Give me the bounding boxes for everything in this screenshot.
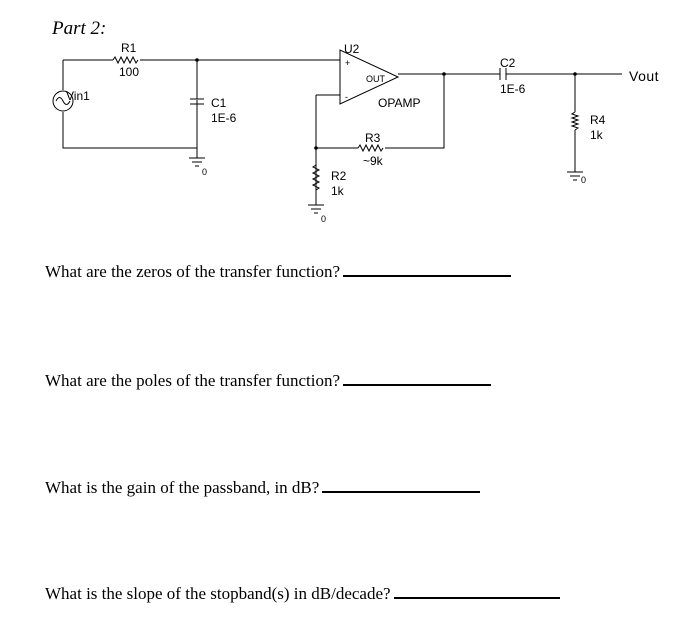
r2-name: R2 xyxy=(331,169,347,183)
ground-r4-label: 0 xyxy=(581,175,587,185)
c1-name: C1 xyxy=(211,96,227,110)
wire-feedback-right xyxy=(385,74,444,148)
r4-resistor-icon xyxy=(572,112,578,130)
c2-value: 1E-6 xyxy=(500,82,526,96)
opamp-plus-sign: + xyxy=(345,58,351,68)
r4-name: R4 xyxy=(590,113,606,127)
c2-name: C2 xyxy=(500,56,516,70)
wire-left-bottom xyxy=(63,100,197,148)
question-zeros-text: What are the zeros of the transfer function? xyxy=(45,262,340,281)
answer-blank-zeros[interactable] xyxy=(343,261,511,277)
junction-c1 xyxy=(195,58,199,62)
ground-r2-label: 0 xyxy=(321,214,327,224)
source-label: Vin1 xyxy=(66,89,90,103)
answer-blank-gain[interactable] xyxy=(322,477,480,493)
question-poles-text: What are the poles of the transfer function? xyxy=(45,371,341,390)
r2-value: 1k xyxy=(331,184,344,198)
r2-resistor-icon xyxy=(313,165,319,190)
opamp-ref: U2 xyxy=(344,42,360,56)
question-poles xyxy=(45,370,491,391)
question-slope xyxy=(45,583,560,604)
question-gain-text: What is the gain of the passband, in dB? xyxy=(45,478,320,497)
junction-minus xyxy=(314,146,318,150)
answer-blank-slope[interactable] xyxy=(394,583,560,599)
answer-blank-poles[interactable] xyxy=(343,370,491,386)
ground-r2-icon xyxy=(308,205,324,213)
opamp-minus-sign: - xyxy=(345,92,348,102)
vout-label: Vout xyxy=(629,68,660,84)
r1-value: 100 xyxy=(119,65,140,79)
opamp-out-pin: OUT xyxy=(366,74,385,84)
r3-name: R3 xyxy=(365,131,381,145)
ground-c1-icon xyxy=(189,158,205,166)
r1-resistor-icon xyxy=(113,57,138,63)
r3-resistor-icon xyxy=(358,145,383,151)
circuit-schematic xyxy=(0,0,687,240)
opamp-model: OPAMP xyxy=(378,96,421,110)
r4-value: 1k xyxy=(590,128,603,142)
junction-out xyxy=(442,72,446,76)
c1-value: 1E-6 xyxy=(211,111,237,125)
junction-r4 xyxy=(573,72,577,76)
ground-c1-label: 0 xyxy=(202,167,208,177)
r1-name: R1 xyxy=(121,41,137,55)
r3-value: ~9k xyxy=(363,154,383,168)
question-gain xyxy=(45,477,480,498)
question-zeros xyxy=(45,261,511,282)
part-title: Part 2: xyxy=(52,18,107,39)
question-slope-text: What is the slope of the stopband(s) in dB/decade? xyxy=(45,584,391,603)
